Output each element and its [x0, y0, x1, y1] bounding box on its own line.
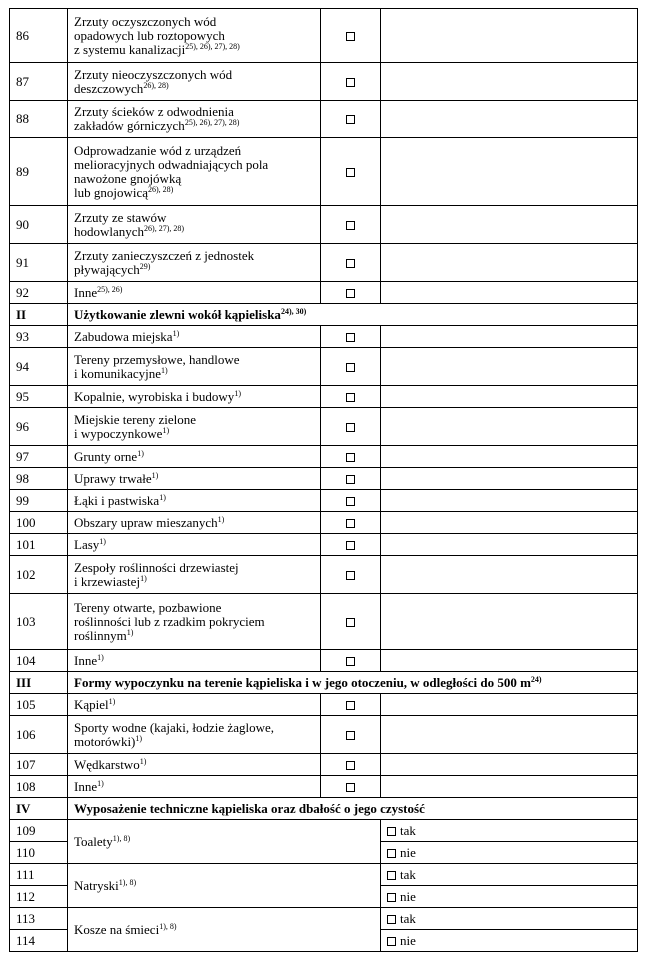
checkbox-cell — [321, 556, 381, 594]
label-line: opadowych lub roztopowych — [74, 27, 225, 43]
notes-cell[interactable] — [381, 776, 638, 798]
notes-cell[interactable] — [381, 594, 638, 650]
section-header-row — [10, 304, 638, 326]
row-number: 87 — [10, 63, 68, 101]
no-option[interactable] — [381, 886, 638, 908]
label-line: Zrzuty oczyszczonych wód — [74, 13, 217, 29]
checkbox[interactable] — [346, 221, 355, 230]
label-line: Zabudowa miejska — [74, 328, 173, 344]
label-line: Grunty orne — [74, 448, 138, 464]
footnote-ref: 1) — [126, 627, 134, 637]
checkbox-cell — [321, 490, 381, 512]
table-row — [10, 754, 638, 776]
label-line: Uprawy trwałe — [74, 470, 152, 486]
yes-option[interactable] — [381, 820, 638, 842]
checkbox[interactable] — [346, 78, 355, 87]
row-label — [68, 468, 321, 490]
row-label — [68, 534, 321, 556]
checkbox[interactable] — [346, 761, 355, 770]
notes-cell[interactable] — [381, 326, 638, 348]
checkbox[interactable] — [346, 618, 355, 627]
label-line: Tereny przemysłowe, handlowe — [74, 351, 240, 367]
footnote-ref: 1) — [135, 733, 143, 743]
notes-cell[interactable] — [381, 716, 638, 754]
checkbox[interactable] — [346, 168, 355, 177]
row-number: 101 — [10, 534, 68, 556]
label-line: Wędkarstwo — [74, 756, 140, 772]
yes-checkbox[interactable] — [387, 871, 396, 880]
row-label — [68, 594, 321, 650]
row-label — [68, 908, 381, 952]
section-number: IV — [10, 798, 68, 820]
checkbox[interactable] — [346, 783, 355, 792]
table-row — [10, 446, 638, 468]
footnote-ref: 1) — [234, 388, 241, 398]
checkbox-cell — [321, 326, 381, 348]
label-line: i wypoczynkowe — [74, 425, 163, 441]
table-row — [10, 716, 638, 754]
row-number: 105 — [10, 694, 68, 716]
section-number: III — [10, 672, 68, 694]
footnote-ref: 1) — [140, 573, 147, 583]
row-number: 91 — [10, 244, 68, 282]
notes-cell[interactable] — [381, 63, 638, 101]
footnote-ref: 24), 30) — [280, 306, 307, 316]
table-row — [10, 490, 638, 512]
footnote-ref: 25), 26), 27), 28) — [185, 41, 240, 51]
row-number: 86 — [10, 9, 68, 63]
yes-label: tak — [400, 910, 416, 926]
row-number: 112 — [10, 886, 68, 908]
row-number: 111 — [10, 864, 68, 886]
notes-cell[interactable] — [381, 556, 638, 594]
row-label — [68, 244, 321, 282]
row-number: 106 — [10, 716, 68, 754]
no-label: nie — [400, 932, 416, 948]
notes-cell[interactable] — [381, 282, 638, 304]
footnote-ref: 1) — [99, 536, 106, 546]
no-option[interactable] — [381, 842, 638, 864]
row-label — [68, 650, 321, 672]
checkbox[interactable] — [346, 289, 355, 298]
label-line: deszczowych — [74, 80, 144, 96]
row-number: 100 — [10, 512, 68, 534]
label-line: Obszary upraw mieszanych — [74, 514, 218, 530]
checkbox[interactable] — [346, 453, 355, 462]
table-row — [10, 694, 638, 716]
label-line: nawożone gnojówką — [74, 170, 182, 186]
label-line: motorówki) — [74, 733, 136, 749]
checkbox-cell — [321, 594, 381, 650]
row-label — [68, 820, 381, 864]
table-row — [10, 408, 638, 446]
label-line: lub gnojowicą — [74, 184, 149, 200]
row-number: 98 — [10, 468, 68, 490]
checkbox-cell — [321, 101, 381, 138]
footnote-ref: 1) — [217, 514, 225, 524]
footnote-ref: 1) — [172, 328, 180, 338]
checkbox[interactable] — [346, 657, 355, 666]
footnote-ref: 1) — [162, 425, 170, 435]
footnote-ref: 1) — [151, 470, 159, 480]
section-title-text: Formy wypoczynku na terenie kąpieliska i w jego otoczeniu, w odległości do 500 m — [74, 674, 531, 690]
notes-cell[interactable] — [381, 512, 638, 534]
label-line: hodowlanych — [74, 223, 145, 239]
row-label — [68, 386, 321, 408]
table-row — [10, 101, 638, 138]
yes-label: tak — [400, 866, 416, 882]
notes-cell[interactable] — [381, 468, 638, 490]
notes-cell[interactable] — [381, 754, 638, 776]
checkbox-cell — [321, 9, 381, 63]
checkbox-cell — [321, 282, 381, 304]
table-row — [10, 556, 638, 594]
notes-cell[interactable] — [381, 490, 638, 512]
checkbox-cell — [321, 446, 381, 468]
table-row — [10, 63, 638, 101]
table-row — [10, 468, 638, 490]
label-line: Zespoły roślinności drzewiastej — [74, 559, 239, 575]
section-header-row — [10, 798, 638, 820]
footnote-ref: 1), 8) — [118, 877, 137, 887]
table-row — [10, 206, 638, 244]
footnote-ref: 26), 27), 28) — [144, 223, 185, 233]
notes-cell[interactable] — [381, 138, 638, 206]
footnote-ref: 29) — [139, 261, 151, 271]
table-row — [10, 512, 638, 534]
row-number: 95 — [10, 386, 68, 408]
notes-cell[interactable] — [381, 694, 638, 716]
footnote-ref: 1) — [137, 448, 144, 458]
row-number: 102 — [10, 556, 68, 594]
notes-cell[interactable] — [381, 206, 638, 244]
checkbox[interactable] — [346, 363, 355, 372]
label-line: Zrzuty nieoczyszczonych wód — [74, 66, 233, 82]
table-row — [10, 326, 638, 348]
label-line: Lasy — [74, 536, 100, 552]
row-label — [68, 694, 321, 716]
table-row — [10, 594, 638, 650]
section-header-row — [10, 672, 638, 694]
footnote-ref: 1) — [108, 696, 116, 706]
label-line: melioracyjnych odwadniających pola — [74, 156, 269, 172]
notes-cell[interactable] — [381, 534, 638, 556]
no-option[interactable] — [381, 930, 638, 952]
row-label — [68, 490, 321, 512]
notes-cell[interactable] — [381, 101, 638, 138]
footnote-ref: 24) — [530, 674, 542, 684]
table-row — [10, 348, 638, 386]
notes-cell[interactable] — [381, 348, 638, 386]
no-checkbox[interactable] — [387, 893, 396, 902]
label-line: Kopalnie, wyrobiska i budowy — [74, 388, 235, 404]
footnote-ref: 1), 8) — [159, 921, 177, 931]
footnote-ref: 1) — [159, 492, 166, 502]
no-checkbox[interactable] — [387, 937, 396, 946]
checkbox-cell — [321, 694, 381, 716]
checkbox-cell — [321, 776, 381, 798]
row-label — [68, 716, 321, 754]
row-number: 113 — [10, 908, 68, 930]
checkbox-cell — [321, 63, 381, 101]
row-number: 114 — [10, 930, 68, 952]
row-number: 96 — [10, 408, 68, 446]
label-line: Łąki i pastwiska — [74, 492, 160, 508]
label-line: Inne — [74, 652, 98, 668]
row-label — [68, 9, 321, 63]
yes-option[interactable] — [381, 864, 638, 886]
table-row — [10, 138, 638, 206]
checkbox-cell — [321, 534, 381, 556]
row-label — [68, 326, 321, 348]
section-title — [68, 304, 638, 326]
notes-cell[interactable] — [381, 9, 638, 63]
footnote-ref: 1) — [97, 778, 104, 788]
table-row — [10, 820, 638, 842]
no-label: nie — [400, 844, 416, 860]
yes-checkbox[interactable] — [387, 827, 396, 836]
table-row — [10, 386, 638, 408]
table-row — [10, 908, 638, 930]
row-number: 109 — [10, 820, 68, 842]
form-table — [9, 8, 638, 952]
row-label — [68, 512, 321, 534]
no-label: nie — [400, 888, 416, 904]
checkbox[interactable] — [346, 571, 355, 580]
section-number: II — [10, 304, 68, 326]
label-line: Inne — [74, 284, 98, 300]
footnote-ref: 1), 8) — [112, 833, 131, 843]
checkbox-cell — [321, 650, 381, 672]
notes-cell[interactable] — [381, 650, 638, 672]
row-number: 93 — [10, 326, 68, 348]
checkbox[interactable] — [346, 333, 355, 342]
checkbox-cell — [321, 348, 381, 386]
section-title — [68, 798, 638, 820]
checkbox[interactable] — [346, 115, 355, 124]
footnote-ref: 26), 28) — [143, 80, 169, 90]
label-line: roślinności lub z rzadkim pokryciem — [74, 613, 265, 629]
table-row — [10, 282, 638, 304]
row-label — [68, 138, 321, 206]
section-title-text: Użytkowanie zlewni wokół kąpieliska — [74, 306, 281, 322]
table-row — [10, 9, 638, 63]
label-line: pływających — [74, 261, 140, 277]
row-number: 103 — [10, 594, 68, 650]
row-label — [68, 206, 321, 244]
checkbox-cell — [321, 408, 381, 446]
checkbox[interactable] — [346, 393, 355, 402]
label-line: Zrzuty zanieczyszczeń z jednostek — [74, 247, 255, 263]
label-line: Toalety — [74, 833, 113, 849]
yes-label: tak — [400, 822, 416, 838]
checkbox-cell — [321, 468, 381, 490]
label-line: Zrzuty ze stawów — [74, 209, 167, 225]
row-label — [68, 864, 381, 908]
table-row — [10, 650, 638, 672]
row-label — [68, 776, 321, 798]
label-line: Kąpiel — [74, 696, 109, 712]
table-row — [10, 244, 638, 282]
checkbox[interactable] — [346, 541, 355, 550]
checkbox-cell — [321, 138, 381, 206]
checkbox-cell — [321, 754, 381, 776]
label-line: z systemu kanalizacji — [74, 41, 186, 57]
row-number: 90 — [10, 206, 68, 244]
notes-cell[interactable] — [381, 408, 638, 446]
checkbox[interactable] — [346, 701, 355, 710]
checkbox-cell — [321, 206, 381, 244]
label-line: Kosze na śmieci — [74, 921, 160, 937]
footnote-ref: 1) — [139, 756, 147, 766]
checkbox[interactable] — [346, 259, 355, 268]
table-row — [10, 864, 638, 886]
label-line: Natryski — [74, 877, 119, 893]
table-row — [10, 776, 638, 798]
label-line: Inne — [74, 778, 98, 794]
checkbox[interactable] — [346, 497, 355, 506]
checkbox-cell — [321, 386, 381, 408]
checkbox-cell — [321, 716, 381, 754]
label-line: i krzewiastej — [74, 573, 141, 589]
row-label — [68, 101, 321, 138]
label-line: roślinnym — [74, 627, 127, 643]
checkbox[interactable] — [346, 731, 355, 740]
label-line: Odprowadzanie wód z urządzeń — [74, 142, 242, 158]
row-label — [68, 556, 321, 594]
row-label — [68, 408, 321, 446]
section-title — [68, 672, 638, 694]
row-number: 88 — [10, 101, 68, 138]
no-checkbox[interactable] — [387, 849, 396, 858]
form-table-body — [10, 9, 638, 952]
row-number: 92 — [10, 282, 68, 304]
checkbox[interactable] — [346, 519, 355, 528]
row-number: 89 — [10, 138, 68, 206]
label-line: Miejskie tereny zielone — [74, 411, 197, 427]
row-label — [68, 348, 321, 386]
table-row — [10, 534, 638, 556]
row-label — [68, 754, 321, 776]
row-label — [68, 63, 321, 101]
row-number: 97 — [10, 446, 68, 468]
label-line: i komunikacyjne — [74, 365, 162, 381]
row-number: 94 — [10, 348, 68, 386]
row-number: 104 — [10, 650, 68, 672]
yes-checkbox[interactable] — [387, 915, 396, 924]
label-line: zakładów górniczych — [74, 118, 185, 133]
checkbox[interactable] — [346, 32, 355, 41]
row-number: 99 — [10, 490, 68, 512]
row-number: 110 — [10, 842, 68, 864]
footnote-ref: 1) — [161, 365, 168, 375]
label-line: Zrzuty ścieków z odwodnienia — [74, 104, 234, 119]
notes-cell[interactable] — [381, 446, 638, 468]
notes-cell[interactable] — [381, 386, 638, 408]
row-label — [68, 446, 321, 468]
checkbox-cell — [321, 244, 381, 282]
footnote-ref: 1) — [97, 652, 104, 662]
footnote-ref: 26), 28) — [148, 184, 174, 194]
checkbox-cell — [321, 512, 381, 534]
row-number: 107 — [10, 754, 68, 776]
checkbox[interactable] — [346, 475, 355, 484]
section-title-text: Wyposażenie techniczne kąpieliska oraz dbałość o jego czystość — [74, 800, 425, 816]
row-label — [68, 282, 321, 304]
footnote-ref: 25), 26) — [97, 284, 123, 294]
yes-option[interactable] — [381, 908, 638, 930]
footnote-ref: 25), 26), 27), 28) — [184, 118, 240, 127]
checkbox[interactable] — [346, 423, 355, 432]
notes-cell[interactable] — [381, 244, 638, 282]
label-line: Sporty wodne (kajaki, łodzie żaglowe, — [74, 719, 274, 735]
label-line: Tereny otwarte, pozbawione — [74, 599, 222, 615]
row-number: 108 — [10, 776, 68, 798]
